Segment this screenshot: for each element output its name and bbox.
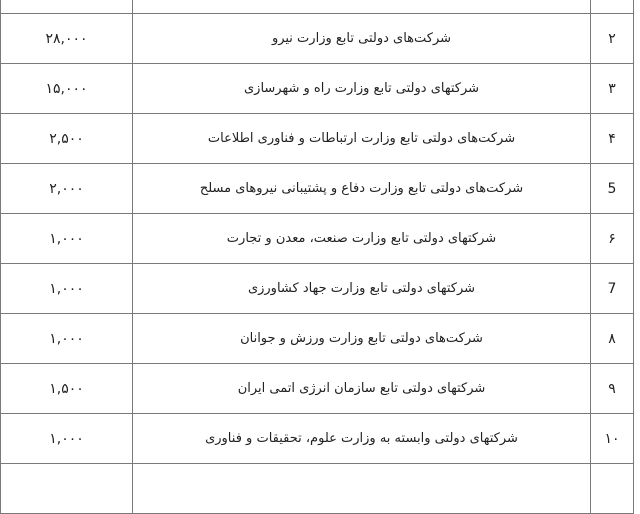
table-row	[1, 364, 634, 414]
amount-cell: ۱,۵۰۰	[1, 364, 133, 414]
table-row	[1, 0, 634, 14]
row-number-cell	[591, 464, 634, 514]
title-cell	[133, 464, 591, 514]
amount-cell: ۱,۰۰۰	[1, 214, 133, 264]
amount-cell	[1, 464, 133, 514]
table-row	[1, 264, 634, 314]
row-number-cell: ۸	[591, 314, 634, 364]
row-number-cell: ۳	[591, 64, 634, 114]
row-number-cell: ۶	[591, 214, 634, 264]
table-row	[1, 64, 634, 114]
table-row	[1, 414, 634, 464]
amount-cell: ۲,۰۰۰	[1, 164, 133, 214]
title-cell: شرکت‌های دولتی تابع وزارت نیرو	[133, 14, 591, 64]
title-cell: شرکت‌های دولتی تابع وزارت ورزش و جوانان	[133, 314, 591, 364]
title-cell: شرکتهای دولتی تابع وزارت جهاد کشاورزی	[133, 264, 591, 314]
title-cell	[133, 0, 591, 14]
row-number-cell: ۱۰	[591, 414, 634, 464]
row-number-cell: ۴	[591, 114, 634, 164]
title-cell: شرکتهای دولتی وابسته به وزارت علوم، تحقیقات و فناوری	[133, 414, 591, 464]
amount-cell	[1, 0, 133, 14]
amount-cell: ۱۵,۰۰۰	[1, 64, 133, 114]
table-row	[1, 114, 634, 164]
amount-cell: ۲,۵۰۰	[1, 114, 133, 164]
table-row	[1, 214, 634, 264]
table-row	[1, 314, 634, 364]
title-cell: شرکتهای دولتی تابع وزارت صنعت، معدن و تجارت	[133, 214, 591, 264]
row-number-cell: 5	[591, 164, 634, 214]
title-cell: شرکت‌های دولتی تابع وزارت دفاع و پشتیبانی نیروهای مسلح	[133, 164, 591, 214]
title-cell: شرکتهای دولتی تابع وزارت راه و شهرسازی	[133, 64, 591, 114]
table-body	[1, 0, 634, 514]
row-number-cell: 7	[591, 264, 634, 314]
row-number-cell: ۹	[591, 364, 634, 414]
row-number-cell	[591, 0, 634, 14]
title-cell: شرکتهای دولتی تابع سازمان انرژی اتمی ایران	[133, 364, 591, 414]
amount-cell: ۱,۰۰۰	[1, 264, 133, 314]
row-number-cell: ۲	[591, 14, 634, 64]
table-row	[1, 14, 634, 64]
table-row	[1, 164, 634, 214]
table-row	[1, 464, 634, 514]
title-cell: شرکت‌های دولتی تابع وزارت ارتباطات و فناوری اطلاعات	[133, 114, 591, 164]
amount-cell: ۱,۰۰۰	[1, 414, 133, 464]
amount-cell: ۲۸,۰۰۰	[1, 14, 133, 64]
amount-cell: ۱,۰۰۰	[1, 314, 133, 364]
